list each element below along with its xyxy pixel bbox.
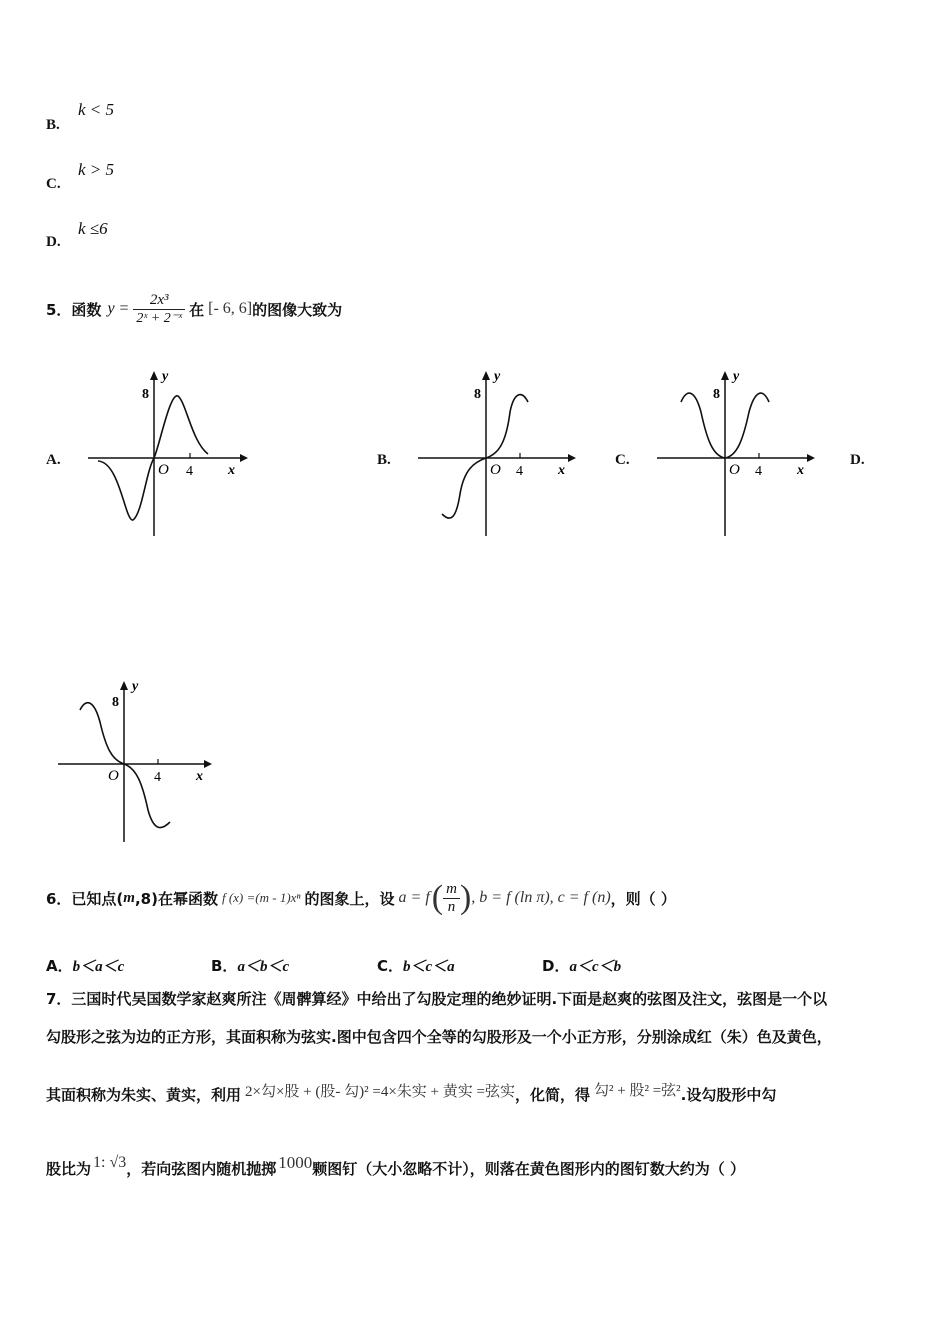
q6-bc-def: , b = f (ln π), c = f (n) <box>471 889 611 906</box>
q7-line1: 7．三国时代吴国数学家赵爽所注《周髀算经》中给出了勾股定理的绝妙证明.下面是赵爽的弦图及注文，弦图是一个以 <box>46 990 828 1008</box>
x-arrow <box>568 454 576 462</box>
label-four: 4 <box>516 464 523 479</box>
q5-func-num: 2x³ <box>133 292 185 310</box>
q6-func: f (x) =(m - 1)xⁿ <box>221 890 301 905</box>
option-b-expr: k < 5 <box>78 100 115 119</box>
q7-ratio: 1: √3 <box>93 1154 127 1171</box>
q7-line4 <box>46 1148 745 1188</box>
label-x: x <box>196 769 203 784</box>
label-eight: 8 <box>713 387 720 402</box>
q6-paren-left: ( <box>431 879 444 916</box>
q7-line3 <box>46 1074 776 1114</box>
q6-m: m <box>123 889 135 906</box>
x-arrow <box>240 454 248 462</box>
label-y: y <box>132 679 139 694</box>
label-four: 4 <box>755 464 762 479</box>
curve-d <box>80 703 170 828</box>
q5-fraction <box>133 292 185 327</box>
q6-stem <box>46 872 676 924</box>
q6-option-d-text: a＜c＜b <box>569 959 622 975</box>
q7-line2: 勾股形之弦为边的正方形，其面积称为弦实.图中包含四个全等的勾股形及一个小正方形，分别涂成红（朱）色及黄色， <box>46 1028 832 1046</box>
label-o: O <box>490 462 501 478</box>
q6-option-d-label: D． <box>542 957 570 975</box>
q6-option-c-text: b＜c＜a <box>403 959 455 975</box>
q7-formula1: 2×勾×股 + (股- 勾)² =4×朱实 + 黄实 =弦实 <box>245 1083 515 1100</box>
y-arrow <box>721 371 729 380</box>
y-arrow <box>482 371 490 380</box>
label-x: x <box>558 463 565 478</box>
option-d-expr: k ≤6 <box>78 219 108 238</box>
q7-line4a: 股比为 <box>46 1159 92 1178</box>
label-four: 4 <box>186 464 193 479</box>
label-eight: 8 <box>142 387 149 402</box>
q5-option-a-label: A. <box>46 452 61 468</box>
q5-interval: [- 6, 6] <box>208 300 253 317</box>
q6-a-def: a = f <box>398 889 430 906</box>
q5-func-den: 2ˣ + 2⁻ˣ <box>136 310 183 326</box>
q7-line3b: ，化简，得 <box>514 1085 590 1104</box>
q6-a-den: n <box>447 898 456 915</box>
label-x: x <box>228 463 235 478</box>
label-x: x <box>797 463 804 478</box>
q6-option-b-text: a＜b＜c <box>237 959 290 975</box>
q5-option-d-label: D. <box>850 452 865 468</box>
graph-d <box>52 672 222 852</box>
q6-option-a-text: b＜a＜c <box>72 959 125 975</box>
q6-option-c-label: C． <box>377 957 404 975</box>
q7-formula2: 勾² + 股² =弦² <box>593 1082 681 1099</box>
q6-mid: 的图象上，设 <box>304 889 395 908</box>
q5-func-lhs: y = <box>107 300 130 317</box>
q5-option-b-label: B. <box>377 452 391 468</box>
q5-mid: 在 <box>189 300 205 319</box>
y-arrow <box>150 371 158 380</box>
x-arrow <box>807 454 815 462</box>
graph-a <box>80 362 250 542</box>
q6-point-rest: ,8)在幂函数 <box>134 889 218 908</box>
q7-count: 1000 <box>278 1153 313 1172</box>
q7-line3c: .设勾股形中勾 <box>680 1085 777 1104</box>
q6-option-b-label: B． <box>211 957 238 975</box>
q6-prefix: 6．已知点( <box>46 889 124 908</box>
q6-fraction <box>443 881 460 916</box>
label-o: O <box>729 462 740 478</box>
q5-tail: 的图像大致为 <box>252 300 343 319</box>
q6-tail: ，则（ ） <box>610 889 676 908</box>
option-d-label: D. <box>46 234 61 250</box>
x-arrow <box>204 760 212 768</box>
q7-line4b: ，若向弦图内随机抛掷 <box>126 1159 277 1178</box>
label-four: 4 <box>154 770 161 785</box>
graph-c <box>651 362 821 542</box>
q6-option-a <box>46 955 124 976</box>
q6-a-num: m <box>443 881 460 899</box>
curve-b <box>442 395 528 519</box>
graph-b <box>412 362 582 542</box>
q5-number: 5．函数 <box>46 300 102 319</box>
label-y: y <box>162 369 169 384</box>
q6-option-c <box>377 955 455 976</box>
q7-line3a: 其面积称为朱实、黄实，利用 <box>46 1085 242 1104</box>
y-arrow <box>120 681 128 690</box>
label-o: O <box>158 462 169 478</box>
q5-option-c-label: C. <box>615 452 630 468</box>
option-b-label: B. <box>46 117 60 133</box>
label-eight: 8 <box>112 695 119 710</box>
q7-line4c: 颗图钉（大小忽略不计），则落在黄色图形内的图钉数大约为（ ） <box>312 1159 745 1178</box>
label-y: y <box>494 369 501 384</box>
label-eight: 8 <box>474 387 481 402</box>
q6-option-a-label: A． <box>46 957 73 975</box>
label-y: y <box>733 369 740 384</box>
label-o: O <box>108 768 119 784</box>
option-c-expr: k > 5 <box>78 160 115 179</box>
q5-stem <box>46 283 342 335</box>
q6-option-d <box>542 955 621 976</box>
q6-option-b <box>211 955 289 976</box>
option-c-label: C. <box>46 176 61 192</box>
q6-paren-right: ) <box>459 879 472 916</box>
